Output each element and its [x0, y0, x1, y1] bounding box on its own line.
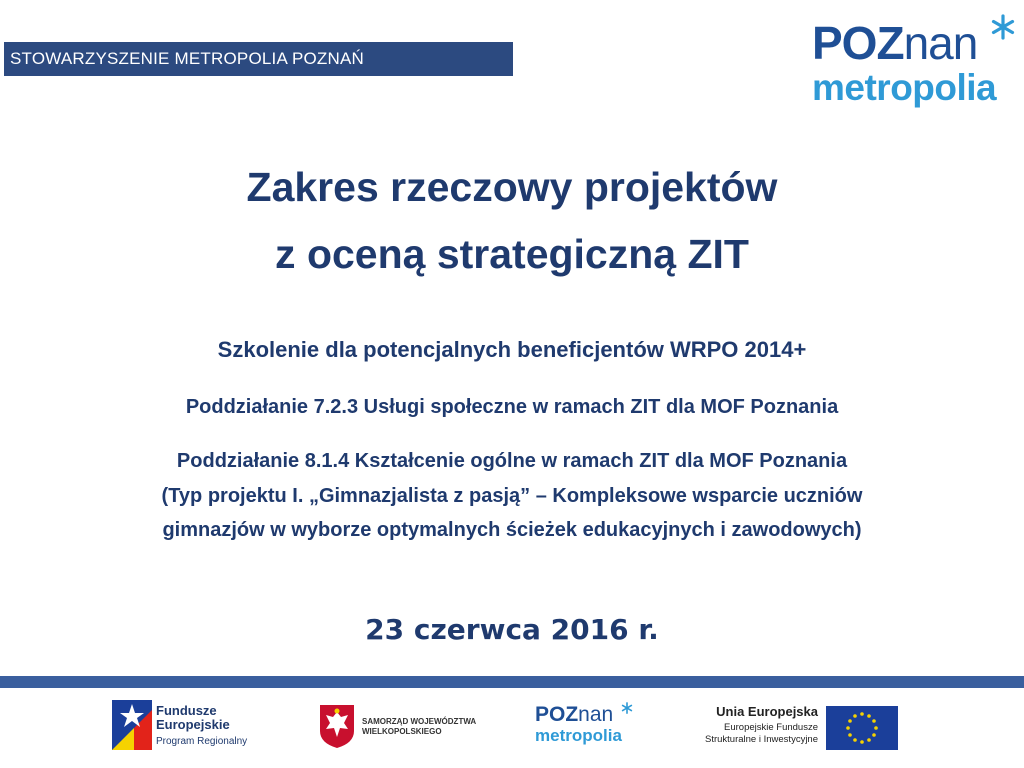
- footer-divider: [0, 676, 1024, 688]
- pm-metropolia: metropolia: [535, 726, 622, 745]
- poznan-metropolia-small-logo: [535, 704, 635, 750]
- fe-line3: Program Regionalny: [156, 736, 248, 747]
- event-date: 23 czerwca 2016 r.: [365, 613, 659, 646]
- unia-europejska-logo: [682, 704, 898, 752]
- project-type-line1: (Typ projektu I. „Gimnazjalista z pasją” – Kompleksowe wsparcie uczniów: [161, 485, 863, 507]
- ue-line1: Unia Europejska: [716, 704, 818, 719]
- ue-line3: Strukturalne i Inwestycyjne: [705, 734, 818, 745]
- project-type-line2: gimnazjów w wyborze optymalnych ścieżek edukacyjnych i zawodowych): [162, 519, 862, 541]
- organization-banner: [4, 42, 513, 76]
- fe-line1: Fundusze: [156, 703, 217, 718]
- main-title-line1: Zakres rzeczowy projektów: [246, 164, 778, 210]
- asterisk-icon: [990, 14, 1016, 40]
- logo-metropolia: metropolia: [812, 67, 997, 108]
- training-subtitle: Szkolenie dla potencjalnych beneficjentów WRPO 2014+: [217, 337, 807, 362]
- pm-caps: POZ: [535, 703, 579, 726]
- pm-lower: nan: [578, 703, 614, 726]
- organization-name: STOWARZYSZENIE METROPOLIA POZNAŃ: [10, 49, 365, 68]
- eu-flag-icon: [826, 706, 898, 750]
- fe-star-icon: [112, 700, 152, 750]
- measure-723: Poddziałanie 7.2.3 Usługi społeczne w ramach ZIT dla MOF Poznania: [185, 396, 839, 418]
- fundusze-europejskie-logo: [112, 700, 272, 752]
- logo-caps: POZ: [812, 17, 904, 69]
- main-title-line2: z oceną strategiczną ZIT: [275, 231, 749, 277]
- sw-line1: SAMORZĄD WOJEWÓDZTWA: [362, 717, 477, 726]
- eagle-crest-icon: [318, 703, 356, 749]
- fe-line2: Europejskie: [156, 717, 230, 732]
- samorzad-wojewodztwa-logo: [318, 703, 488, 751]
- poznan-metropolia-logo: [812, 14, 1016, 114]
- sw-line2: WIELKOPOLSKIEGO: [362, 727, 442, 736]
- logo-lower: nan: [903, 17, 978, 69]
- ue-line2: Europejskie Fundusze: [724, 722, 818, 733]
- asterisk-small-icon: [621, 702, 633, 714]
- measure-814: Poddziałanie 8.1.4 Kształcenie ogólne w ramach ZIT dla MOF Poznania: [176, 450, 848, 472]
